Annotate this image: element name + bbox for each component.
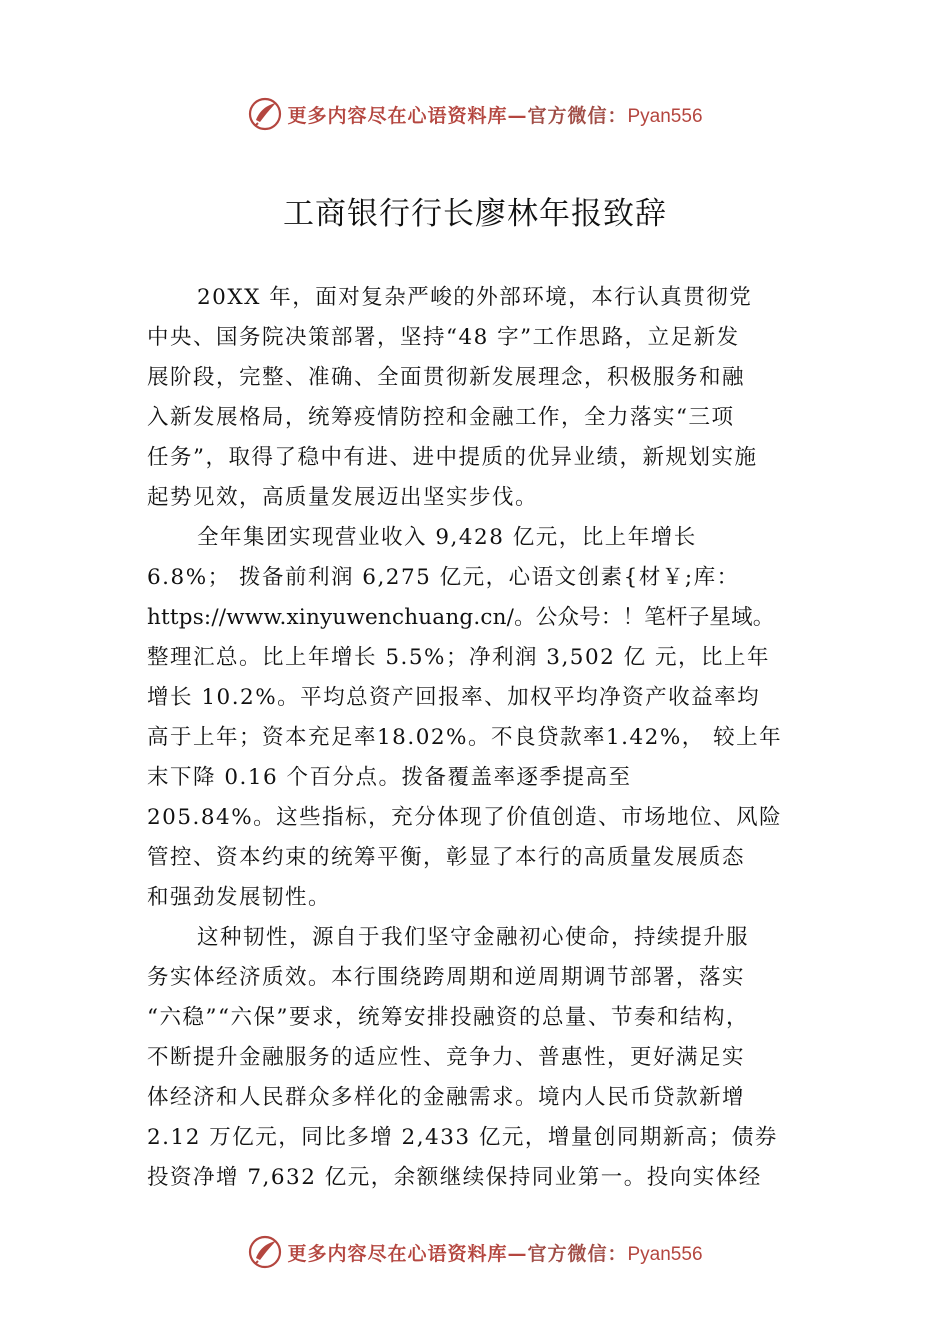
text-line: 入新发展格局，统筹疫情防控和金融工作，全力落实“三项: [147, 405, 735, 430]
document-title: 工商银行行长廖林年报致辞: [283, 196, 667, 232]
watermark-label: 官方微信：: [527, 104, 628, 127]
watermark-text: [287, 101, 702, 128]
text-line: 205.84%。这些指标，充分体现了价值创造、市场地位、风险: [147, 805, 783, 830]
footer-watermark: [0, 1232, 950, 1272]
text-line: 2.12 万亿元，同比多增 2,433 亿元，增量创同期新高；债券: [147, 1125, 778, 1150]
text-line: “六稳”“六保”要求，统筹安排投融资的总量、节奏和结构，: [147, 1005, 749, 1030]
text-line: 增长 10.2%。平均总资产回报率、加权平均净资产收益率均: [147, 685, 761, 710]
text-line: 整理汇总。比上年增长 5.5%；净利润 3,502 亿 元，比上年: [147, 645, 771, 670]
watermark-id: Pyan556: [627, 105, 703, 127]
watermark-label: 官方微信：: [527, 1242, 628, 1265]
text-line: 20XX 年，面对复杂严峻的外部环境，本行认真贯彻党: [197, 285, 753, 310]
text-line: 和强劲发展韧性。: [147, 885, 332, 910]
watermark-text: [287, 1239, 702, 1266]
text-line: 任务”，取得了稳中有进、进中提质的优异业绩，新规划实施: [147, 445, 758, 470]
text-line: 这种韧性，源自于我们坚守金融初心使命，持续提升服: [197, 925, 750, 950]
text-line: 全年集团实现营业收入 9,428 亿元，比上年增长: [197, 525, 697, 550]
header-watermark: [0, 94, 950, 134]
text-line: 高于上年；资本充足率18.02%。不良贷款率1.42%， 较上年: [147, 725, 783, 750]
text-line: 展阶段，完整、准确、全面贯彻新发展理念，积极服务和融: [147, 365, 746, 390]
text-line: https://www.xinyuwenchuang.cn/。公众号：！笔杆子星域。: [147, 605, 775, 630]
watermark-main: 更多内容尽在心语资料库—: [287, 1242, 528, 1265]
text-line: 6.8%； 拨备前利润 6,275 亿元，心语文创素{材￥;库：: [147, 565, 740, 590]
document-body: [147, 278, 827, 1198]
text-line: 中央、国务院决策部署，坚持“48 字”工作思路，立足新发: [147, 325, 740, 350]
brush-logo-icon: [247, 1234, 283, 1270]
watermark-id: Pyan556: [627, 1243, 703, 1265]
text-line: 起势见效，高质量发展迈出坚实步伐。: [147, 485, 539, 510]
watermark-main: 更多内容尽在心语资料库—: [287, 104, 528, 127]
brush-logo-icon: [247, 96, 283, 132]
text-line: 投资净增 7,632 亿元，余额继续保持同业第一。投向实体经: [147, 1165, 762, 1190]
text-line: 管控、资本约束的统筹平衡，彰显了本行的高质量发展质态: [147, 845, 746, 870]
text-line: 务实体经济质效。本行围绕跨周期和逆周期调节部署，落实: [147, 965, 746, 990]
text-line: 末下降 0.16 个百分点。拨备覆盖率逐季提高至: [147, 765, 632, 790]
text-line: 体经济和人民群众多样化的金融需求。境内人民币贷款新增: [147, 1085, 746, 1110]
text-line: 不断提升金融服务的适应性、竞争力、普惠性，更好满足实: [147, 1045, 746, 1070]
